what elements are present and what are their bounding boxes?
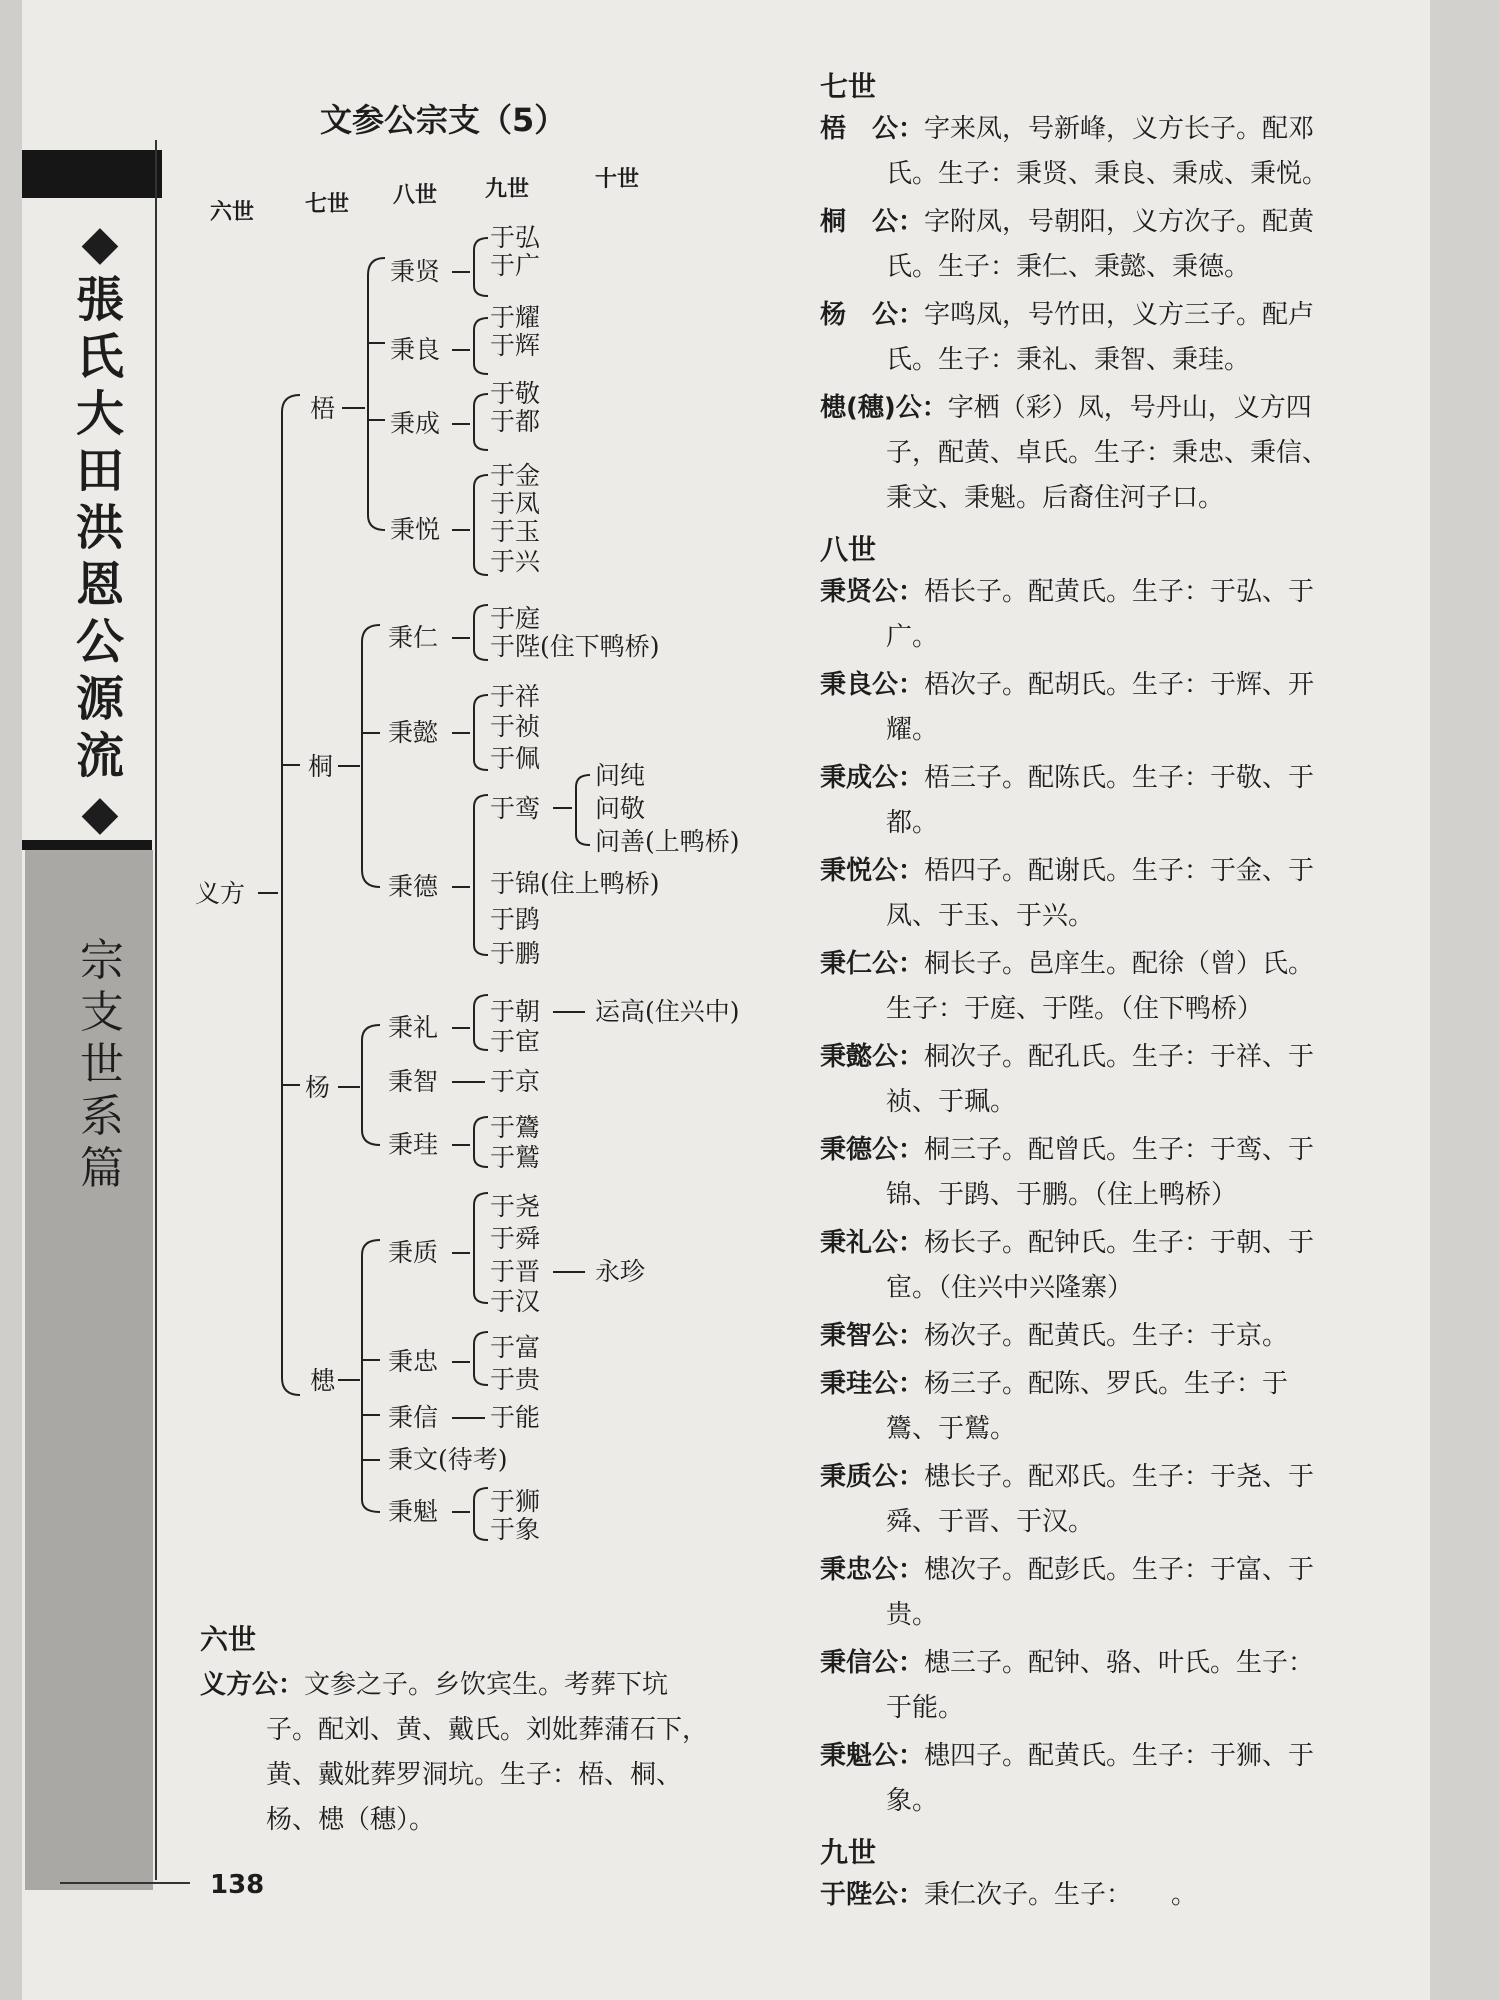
- tree-node-9: 于尧: [490, 1192, 541, 1221]
- tree-node-10: 问敬: [595, 794, 646, 823]
- entry-name: 秉魁公：: [820, 1741, 925, 1771]
- page-number: 138: [210, 1870, 265, 1900]
- entry-line: 槵次子。配彭氏。生子：于富、于: [924, 1555, 1315, 1585]
- genealogy-entry: [820, 942, 1410, 1032]
- entry-line: 梧三子。配陈氏。生子：于敬、于: [924, 763, 1315, 793]
- tree-node-8: 秉珪: [388, 1130, 439, 1159]
- tree-node-7: 槵: [310, 1366, 336, 1395]
- tree-node-9: 于能: [490, 1403, 541, 1432]
- entry-name: 义方公：: [200, 1670, 305, 1700]
- tree-node-9: 于朝: [490, 997, 541, 1026]
- genealogy-entry: [820, 1314, 1410, 1359]
- entry-line: 秉文、秉魁。后裔住河子口。: [886, 483, 1225, 513]
- entry-line: 宦。（住兴中兴隆寨）: [886, 1273, 1134, 1303]
- genealogy-entry: [820, 1734, 1410, 1824]
- gen-label-10: 十世: [595, 167, 640, 192]
- entry-line: 梧次子。配胡氏。生子：于辉、开: [924, 670, 1315, 700]
- entry-line: 子。配刘、黄、戴氏。刘妣葬蒲石下，: [266, 1715, 709, 1745]
- entry-name: 秉礼公：: [820, 1228, 925, 1258]
- genealogy-entry: [820, 1641, 1410, 1731]
- entry-line: 都。: [886, 808, 939, 838]
- tree-node-9: 于富: [490, 1333, 541, 1362]
- tree-node-9: 于辉: [490, 331, 541, 360]
- tree-node-9: 于宦: [490, 1027, 541, 1056]
- tree-node-9: 于玉: [490, 517, 541, 546]
- entry-line: 字栖（彩）凤，号丹山，义方四: [947, 393, 1312, 423]
- tree-node-7: 梧: [310, 394, 336, 423]
- gen-label-9: 九世: [485, 177, 530, 202]
- tree-node-9: 于鹍: [490, 905, 541, 934]
- right-column: [820, 65, 1410, 1975]
- tree-node-8: 秉智: [388, 1067, 439, 1096]
- tree-node-9: 于广: [490, 251, 541, 280]
- tree-root: 义方: [195, 879, 246, 908]
- tree-node-8: 秉魁: [388, 1497, 439, 1526]
- tree-node-9: 于鷲: [490, 1143, 541, 1172]
- tree-node-10: 问纯: [595, 761, 646, 790]
- tree-node-9: 于敬: [490, 379, 541, 408]
- entry-line: 桐长子。邑庠生。配徐（曾）氏。: [924, 949, 1315, 979]
- section-heading: 七世: [820, 70, 877, 103]
- entry-yifang: [200, 1663, 760, 1843]
- entry-line: 杨长子。配钟氏。生子：于朝、于: [924, 1228, 1315, 1258]
- entry-name: 梧 公：: [820, 114, 925, 144]
- entry-name: 槵(穗)公：: [820, 393, 948, 423]
- entry-line: 字来凤，号新峰，义方长子。配邓: [924, 114, 1315, 144]
- tree-node-10: 运高(住兴中): [595, 997, 740, 1026]
- entry-line: 贵。: [886, 1600, 939, 1630]
- tree-node-9: 于陛(住下鸭桥): [490, 632, 660, 661]
- entry-line: 杨、槵（穗）。: [266, 1805, 436, 1835]
- entry-line: 锦、于鹍、于鹏。（住上鸭桥）: [886, 1180, 1238, 1210]
- entry-line: 槵长子。配邓氏。生子：于尧、于: [924, 1462, 1315, 1492]
- left-section-heading: 六世: [200, 1623, 257, 1656]
- entry-name: 杨 公：: [820, 300, 925, 330]
- genealogy-entry: [820, 1221, 1410, 1311]
- section-heading: 八世: [820, 533, 877, 566]
- tree-node-10: 问善(上鸭桥): [595, 827, 740, 856]
- genealogy-entry: [820, 663, 1410, 753]
- tree-node-8: 秉仁: [388, 623, 439, 652]
- tree-node-8: 秉忠: [388, 1347, 439, 1376]
- tree-node-8: 秉德: [388, 872, 439, 901]
- tree-node-9: 于狮: [490, 1487, 541, 1516]
- entry-line: 黄、戴妣葬罗洞坑。生子：梧、桐、: [266, 1760, 683, 1790]
- tree-node-9: 于祥: [490, 682, 541, 711]
- genealogy-entry: [820, 293, 1410, 383]
- tree-node-9: 于鸾: [490, 794, 541, 823]
- genealogy-entry: [820, 570, 1410, 660]
- genealogy-entry: [820, 107, 1410, 197]
- entry-name: 秉贤公：: [820, 577, 925, 607]
- tree-node-8: 秉贤: [390, 257, 441, 286]
- entry-name: 于陛公：: [820, 1880, 925, 1910]
- entry-name: 秉忠公：: [820, 1555, 925, 1585]
- section-heading: 九世: [820, 1836, 877, 1869]
- entry-line: 象。: [886, 1786, 939, 1816]
- entry-line: 槵三子。配钟、骆、叶氏。生子：: [924, 1648, 1315, 1678]
- entry-line: 于能。: [886, 1693, 965, 1723]
- entry-line: 文参之子。乡饮宾生。考葬下坑: [304, 1670, 669, 1700]
- tree-node-7: 杨: [305, 1073, 331, 1102]
- entry-line: 氏。生子：秉贤、秉良、秉成、秉悦。: [886, 159, 1329, 189]
- entry-line: 生子：于庭、于陛。（住下鸭桥）: [886, 994, 1264, 1024]
- entry-line: 杨三子。配陈、罗氏。生子：于: [924, 1369, 1289, 1399]
- entry-line: 鷟、于鷲。: [886, 1414, 1017, 1444]
- entry-name: 秉信公：: [820, 1648, 925, 1678]
- entry-name: 秉悦公：: [820, 856, 925, 886]
- tree-node-9: 于鷟: [490, 1113, 541, 1142]
- tree-title: 文参公宗支（5）: [320, 101, 567, 139]
- tree-node-8: 秉文(待考): [388, 1445, 508, 1474]
- entry-line: 槵四子。配黄氏。生子：于狮、于: [924, 1741, 1315, 1771]
- entry-name: 秉质公：: [820, 1462, 925, 1492]
- tree-node-9: 于耀: [490, 303, 541, 332]
- entry-name: 秉仁公：: [820, 949, 925, 979]
- family-tree: [0, 0, 800, 1600]
- gen-label-6: 六世: [210, 200, 255, 225]
- page-number-rule: [60, 1882, 190, 1884]
- gen-label-7: 七世: [305, 192, 350, 217]
- entry-line: 梧长子。配黄氏。生子：于弘、于: [924, 577, 1315, 607]
- tree-node-8: 秉成: [390, 409, 441, 438]
- gen-label-8: 八世: [393, 183, 438, 208]
- entry-line: 氏。生子：秉仁、秉懿、秉德。: [886, 252, 1251, 282]
- entry-name: 桐 公：: [820, 207, 925, 237]
- tree-node-9: 于凤: [490, 489, 541, 518]
- entry-name: 秉智公：: [820, 1321, 925, 1351]
- genealogy-entry: [820, 1548, 1410, 1638]
- entry-line: 广。: [886, 622, 939, 652]
- tree-node-8: 秉礼: [388, 1013, 439, 1042]
- tree-node-9: 于贵: [490, 1365, 541, 1394]
- book-title: ◆張氏大田洪恩公源流◆: [75, 215, 124, 841]
- tree-node-9: 于晋: [490, 1257, 541, 1286]
- entry-line: 梧四子。配谢氏。生子：于金、于: [924, 856, 1315, 886]
- genealogy-entry: [820, 849, 1410, 939]
- tree-node-8: 秉懿: [388, 718, 439, 747]
- tree-node-9: 于佩: [490, 744, 541, 773]
- genealogy-entry: [820, 1455, 1410, 1545]
- tree-node-8: 秉悦: [390, 515, 441, 544]
- entry-line: 凤、于玉、于兴。: [886, 901, 1095, 931]
- tree-node-9: 于汉: [490, 1287, 541, 1316]
- tree-node-9: 于庭: [490, 604, 541, 633]
- tree-node-9: 于京: [490, 1067, 541, 1096]
- entry-line: 子，配黄、卓氏。生子：秉忠、秉信、: [886, 438, 1329, 468]
- entry-name: 秉懿公：: [820, 1042, 925, 1072]
- page-edge: [1430, 0, 1500, 2000]
- tree-node-8: 秉质: [388, 1238, 439, 1267]
- tree-node-9: 于祯: [490, 712, 541, 741]
- tree-node-9: 于兴: [490, 547, 541, 576]
- entry-line: 桐三子。配曾氏。生子：于鸾、于: [924, 1135, 1315, 1165]
- tree-node-9: 于锦(住上鸭桥): [490, 869, 660, 898]
- tree-node-10: 永珍: [595, 1257, 646, 1286]
- tree-node-7: 桐: [308, 752, 334, 781]
- genealogy-entry: [820, 200, 1410, 290]
- entry-line: 祯、于珮。: [886, 1087, 1017, 1117]
- tree-node-9: 于都: [490, 407, 541, 436]
- genealogy-entry: [820, 756, 1410, 846]
- entry-name: 秉德公：: [820, 1135, 925, 1165]
- entry-line: 桐次子。配孔氏。生子：于祥、于: [924, 1042, 1315, 1072]
- entry-line: 耀。: [886, 715, 939, 745]
- tree-node-9: 于象: [490, 1515, 541, 1544]
- entry-name: 秉成公：: [820, 763, 925, 793]
- genealogy-entry: [820, 1128, 1410, 1218]
- entry-name: 秉良公：: [820, 670, 925, 700]
- entry-line: 字鸣凤，号竹田，义方三子。配卢: [924, 300, 1315, 330]
- entry-line: 杨次子。配黄氏。生子：于京。: [924, 1321, 1289, 1351]
- section-subtitle: 宗支世系篇: [80, 935, 124, 1194]
- tree-node-8: 秉信: [388, 1403, 439, 1432]
- tree-node-9: 于鹏: [490, 939, 541, 968]
- tree-node-8: 秉良: [390, 335, 441, 364]
- entry-line: 字附凤，号朝阳，义方次子。配黄: [924, 207, 1315, 237]
- entry-name: 秉珪公：: [820, 1369, 925, 1399]
- tree-node-9: 于弘: [490, 223, 541, 252]
- tree-node-9: 于舜: [490, 1224, 541, 1253]
- genealogy-entry: [820, 1362, 1410, 1452]
- genealogy-entry: [820, 1035, 1410, 1125]
- entry-line: 氏。生子：秉礼、秉智、秉珪。: [886, 345, 1251, 375]
- entry-line: 秉仁次子。生子： 。: [924, 1880, 1198, 1910]
- tree-node-9: 于金: [490, 461, 541, 490]
- entry-line: 舜、于晋、于汉。: [886, 1507, 1095, 1537]
- genealogy-entry: [820, 1873, 1410, 1918]
- genealogy-entry: [820, 386, 1410, 521]
